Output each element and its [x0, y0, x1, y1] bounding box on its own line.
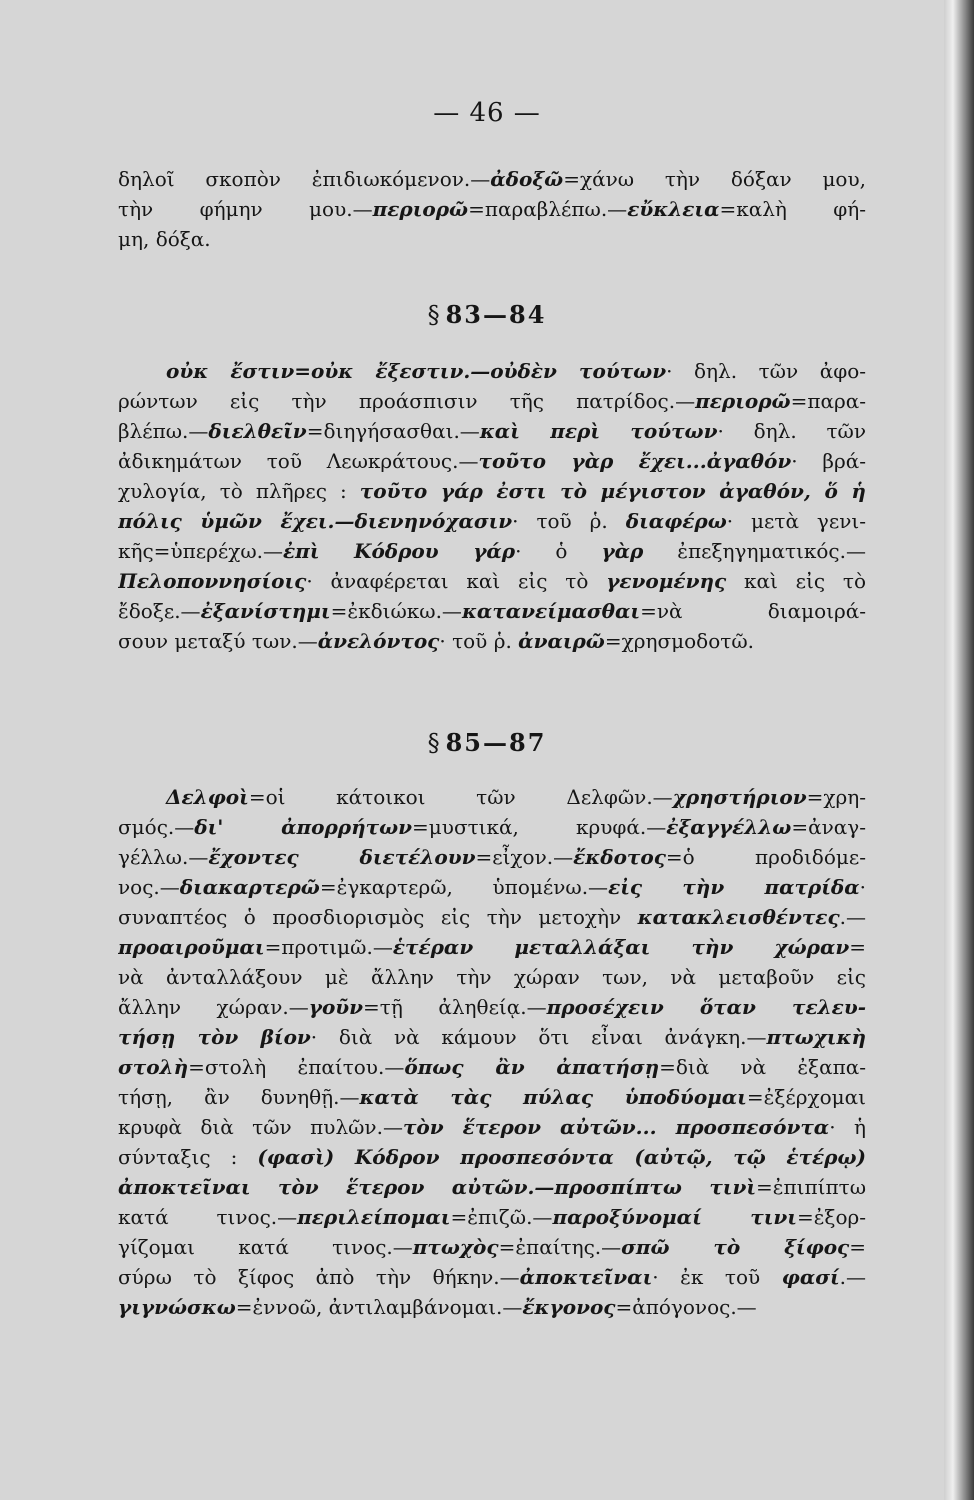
section-83-84-paragraph	[118, 356, 866, 656]
lemma-term: πόλις ὑμῶν ἔχει.—διενηνόχασιν	[118, 509, 513, 533]
text-line	[118, 932, 866, 962]
gloss-text: · βρά-	[791, 449, 866, 473]
lemma-term: ἑτέραν μεταλλάξαι τὴν χώραν	[392, 935, 850, 959]
lemma-term: ἐξαγγέλλω	[666, 815, 792, 839]
gloss-text: =ἐπιπίπτω	[756, 1175, 866, 1199]
lemma-term: ἐξανίστημι	[200, 599, 331, 623]
lemma-term: ἔχοντες διετέλουν	[208, 845, 476, 869]
gloss-text: =χρησμοδοτῶ.	[604, 629, 754, 653]
lemma-term: ἐπὶ Κόδρου γάρ	[283, 539, 516, 563]
text-line	[118, 476, 866, 506]
page-number: — 46 —	[433, 98, 541, 128]
lemma-term: στολὴ	[118, 1055, 189, 1079]
text-line	[118, 164, 866, 194]
intro-paragraph	[118, 164, 866, 254]
lemma-term: γιγνώσκω	[118, 1295, 236, 1319]
gloss-text: ἐπεξηγηματικός.—	[643, 539, 866, 563]
text-line	[118, 506, 866, 536]
lemma-term: ἀποκτεῖναι τὸν ἕτερον αὐτῶν.—προσπίπτω τινὶ	[118, 1175, 757, 1199]
gloss-text: =ἀναγ-	[791, 815, 866, 839]
gloss-text: =νὰ διαμοιρά-	[640, 599, 866, 623]
lemma-term: περιορῶ	[695, 389, 791, 413]
lemma-term: ἀδοξῶ	[490, 167, 564, 191]
section-sign: §	[427, 729, 442, 757]
lemma-term: ἀποκτεῖναι	[519, 1265, 653, 1289]
text-line	[118, 566, 866, 596]
gloss-text: σουν μεταξύ των.—	[118, 629, 318, 653]
gloss-text: =διηγήσασθαι.—	[306, 419, 480, 443]
section-number-label: 85—87	[445, 728, 547, 757]
lemma-term: διελθεῖν	[208, 419, 307, 443]
text-line	[118, 1052, 866, 1082]
text-line	[118, 1172, 866, 1202]
gloss-text: =ἐξέρχομαι	[746, 1085, 866, 1109]
text-line	[118, 386, 866, 416]
lemma-term: εὔκλεια	[627, 197, 720, 221]
lemma-term: ὅπως ἂν ἀπατήσῃ	[404, 1055, 660, 1079]
gloss-text: =τῇ ἀληθείᾳ.—	[363, 995, 547, 1019]
text-line	[118, 596, 866, 626]
lemma-term: προσέχειν ὅταν τελευ-	[546, 995, 866, 1019]
lemma-term: χρηστήριον	[672, 785, 807, 809]
gloss-text: ρώντων εἰς τὴν προάσπισιν τῆς πατρίδος.—	[118, 389, 696, 413]
lemma-term: γὰρ	[601, 539, 644, 563]
text-line	[118, 782, 866, 812]
gloss-text: κατά τινος.—	[118, 1205, 298, 1229]
gloss-text: =χάνω τὴν δόξαν μου,	[563, 167, 866, 191]
gloss-text: =ἐπιζῶ.—	[450, 1205, 553, 1229]
lemma-term: ἔκδοτος	[573, 845, 666, 869]
gloss-text: κῆς=ὑπερέχω.—	[118, 539, 284, 563]
gloss-text: .—	[839, 1265, 866, 1289]
gloss-text: νος.—	[118, 875, 180, 899]
gloss-text: · ἡ	[829, 1115, 866, 1139]
gloss-text: =ἀπόγονος.—	[615, 1295, 757, 1319]
lemma-term: διακαρτερῶ	[179, 875, 320, 899]
text-line	[118, 1082, 866, 1112]
text-line	[118, 1292, 866, 1322]
text-line	[118, 962, 866, 992]
lemma-term: τὸν ἕτερον αὐτῶν... προσπεσόντα	[402, 1115, 830, 1139]
gloss-text: · διὰ νὰ κάμουν ὅτι εἶναι ἀνάγκη.—	[310, 1025, 767, 1049]
section-number-label: 83—84	[445, 300, 547, 329]
gloss-text: =διὰ νὰ ἐξαπα-	[659, 1055, 866, 1079]
gloss-text: σύνταξις :	[118, 1145, 258, 1169]
lemma-term: καὶ περὶ τούτων	[479, 419, 718, 443]
gloss-text: =ἐπαίτης.—	[498, 1235, 622, 1259]
gloss-text: · τοῦ ῥ.	[512, 509, 626, 533]
text-line	[118, 1202, 866, 1232]
gloss-text: δηλοῖ σκοπὸν ἐπιδιωκόμενον.—	[118, 167, 491, 191]
text-line	[118, 1232, 866, 1262]
gloss-text: =χρη-	[806, 785, 866, 809]
lemma-term: περιορῶ	[372, 197, 469, 221]
gloss-text: ἔδοξε.—	[118, 599, 201, 623]
gloss-text: σύρω τὸ ξίφος ἀπὸ τὴν θήκην.—	[118, 1265, 520, 1289]
text-line	[118, 416, 866, 446]
lemma-term: κατανείμασθαι	[461, 599, 641, 623]
text-line	[118, 902, 866, 932]
gloss-text: καὶ εἰς τὸ	[726, 569, 866, 593]
lemma-term: σπῶ τὸ ξίφος	[621, 1235, 850, 1259]
lemma-term: τοῦτο γάρ ἐστι τὸ μέγιστον ἀγαθόν, ὅ ἡ	[359, 479, 866, 503]
lemma-term: ἀναιρῶ	[518, 629, 605, 653]
text-line	[118, 224, 866, 254]
lemma-term: γοῦν	[308, 995, 364, 1019]
gloss-text: · ἐκ τοῦ	[652, 1265, 782, 1289]
lemma-term: ἔκγονος	[522, 1295, 616, 1319]
text-line	[118, 194, 866, 224]
gloss-text: =καλὴ φή-	[719, 197, 866, 221]
gloss-text: =	[849, 1235, 866, 1259]
gloss-text: =παρα-	[790, 389, 866, 413]
gloss-text: ·	[859, 875, 866, 899]
lemma-term: διαφέρω	[625, 509, 727, 533]
gloss-text: κρυφὰ διὰ τῶν πυλῶν.—	[118, 1115, 403, 1139]
gloss-text: ἄλλην χώραν.—	[118, 995, 309, 1019]
gloss-text: · δηλ. τῶν	[717, 419, 866, 443]
text-line	[118, 626, 866, 656]
gloss-text: γίζομαι κατά τινος.—	[118, 1235, 413, 1259]
gloss-text: =ἐγκαρτερῶ, ὑπομένω.—	[319, 875, 609, 899]
gloss-text: ἀδικημάτων τοῦ Λεωκράτους.—	[118, 449, 479, 473]
text-line	[118, 1112, 866, 1142]
gloss-text: τὴν φήμην μου.—	[118, 197, 373, 221]
gloss-text: =παραβλέπω.—	[468, 197, 628, 221]
lemma-term: τήσῃ τὸν βίον	[118, 1025, 311, 1049]
lemma-term: Δελφοὶ	[166, 785, 249, 809]
gloss-text: =μυστικά, κρυφά.—	[412, 815, 667, 839]
text-line	[118, 446, 866, 476]
lemma-term: εἰς τὴν πατρίδα	[608, 875, 860, 899]
lemma-term: κατακλεισθέντες	[637, 905, 840, 929]
text-line	[118, 872, 866, 902]
section-heading-85-87	[0, 728, 974, 757]
gloss-text: τήσῃ, ἂν δυνηθῇ.—	[118, 1085, 360, 1109]
lemma-term: κατὰ τὰς πύλας ὑποδύομαι	[359, 1085, 747, 1109]
gloss-text: · τοῦ ῥ.	[439, 629, 519, 653]
lemma-term: παροξύνομαί τινι	[552, 1205, 797, 1229]
lemma-term: δι' ἀπορρήτων	[194, 815, 413, 839]
lemma-term: προαιροῦμαι	[118, 935, 265, 959]
gloss-text: · μετὰ γενι-	[726, 509, 866, 533]
gloss-text: =εἶχον.—	[475, 845, 574, 869]
lemma-term: περιλείπομαι	[297, 1205, 451, 1229]
gloss-text: συναπτέος ὁ προσδιορισμὸς εἰς τὴν μετοχὴν	[118, 905, 638, 929]
text-line	[118, 536, 866, 566]
text-line	[118, 1022, 866, 1052]
text-line	[118, 812, 866, 842]
gloss-text: · ἀναφέρεται καὶ εἰς τὸ	[306, 569, 607, 593]
lemma-term: τοῦτο γὰρ ἔχει...ἀγαθόν	[478, 449, 792, 473]
text-line	[118, 1262, 866, 1292]
gloss-text: νὰ ἀνταλλάξουν μὲ ἄλλην τὴν χώραν των, νὰ μεταβοῦν εἰς	[118, 965, 866, 989]
section-heading-83-84	[0, 300, 974, 329]
gloss-text: μη, δόξα.	[118, 227, 211, 251]
gloss-text: · δηλ. τῶν ἀφο-	[666, 359, 866, 383]
gloss-text: =ἐξορ-	[796, 1205, 866, 1229]
section-sign: §	[427, 301, 442, 329]
text-line	[118, 992, 866, 1022]
text-line	[118, 356, 866, 386]
lemma-term: οὐκ ἔστιν=οὐκ ἔξεστιν.—οὐδὲν τούτων	[166, 359, 667, 383]
lemma-term: πτωχικὴ	[766, 1025, 866, 1049]
gloss-text: σμός.—	[118, 815, 195, 839]
gloss-text: .—	[839, 905, 866, 929]
gloss-text: =ἐκδιώκω.—	[330, 599, 462, 623]
gloss-text: =οἱ κάτοικοι τῶν Δελφῶν.—	[248, 785, 673, 809]
lemma-term: γενομένης	[606, 569, 727, 593]
lemma-term: ἀνελόντος	[317, 629, 440, 653]
lemma-term: (φασὶ) Κόδρον προσπεσόντα (αὐτῷ, τῷ ἑτέρῳ)	[257, 1145, 866, 1169]
gloss-text: =ἐννοῶ, ἀντιλαμβάνομαι.—	[235, 1295, 523, 1319]
gloss-text: χυλογία, τὸ πλῆρες :	[118, 479, 360, 503]
text-line	[118, 842, 866, 872]
gloss-text: =ὁ προδιδόμε-	[665, 845, 866, 869]
lemma-term: πτωχὸς	[412, 1235, 499, 1259]
gloss-text: =	[849, 935, 866, 959]
gloss-text: γέλλω.—	[118, 845, 209, 869]
lemma-term: Πελοποννησίοις	[118, 569, 307, 593]
gloss-text: · ὁ	[515, 539, 602, 563]
gloss-text: =στολὴ ἐπαίτου.—	[188, 1055, 405, 1079]
section-85-87-paragraph	[118, 782, 866, 1322]
text-line	[118, 1142, 866, 1172]
lemma-term: φασί	[781, 1265, 840, 1289]
gloss-text: =προτιμῶ.—	[264, 935, 393, 959]
gloss-text: βλέπω.—	[118, 419, 209, 443]
